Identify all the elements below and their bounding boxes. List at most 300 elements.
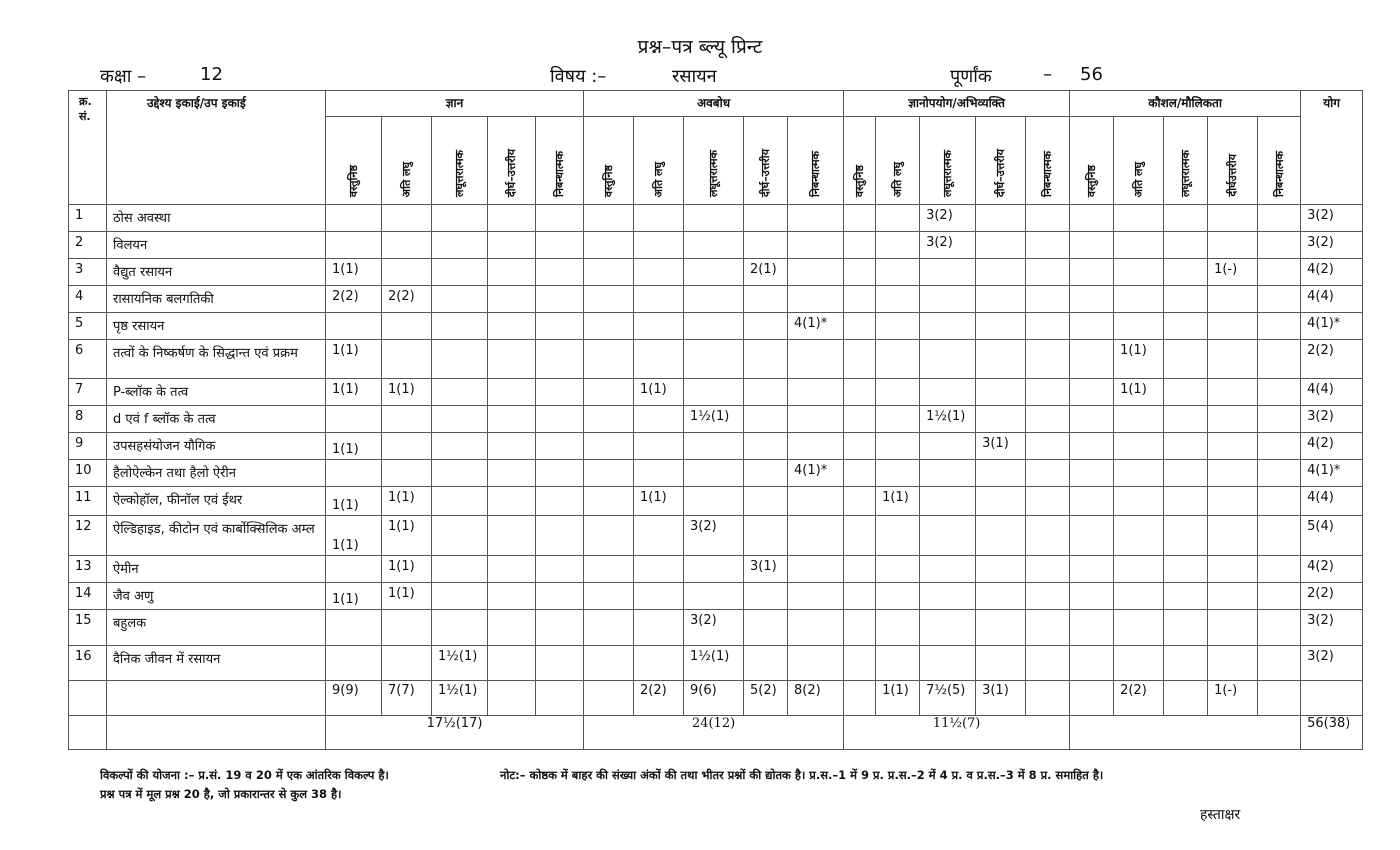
empty-cell <box>69 716 107 750</box>
column-total <box>1070 681 1114 716</box>
value-cell <box>432 556 488 583</box>
value-cell <box>382 433 432 460</box>
row-total: 4(4) <box>1301 379 1363 406</box>
value-cell: 1(1) <box>382 379 432 406</box>
value-cell <box>976 406 1026 433</box>
value-cell <box>876 646 920 681</box>
value-cell: 2(1) <box>744 259 788 286</box>
value-cell <box>788 516 844 556</box>
value-cell <box>432 406 488 433</box>
value-cell <box>876 610 920 646</box>
value-cell <box>326 205 382 232</box>
subcolumn-label: वस्तुनिष्ठ <box>602 164 616 197</box>
subcolumn-header <box>876 117 920 205</box>
value-cell <box>1070 556 1114 583</box>
subcolumn-header <box>788 117 844 205</box>
unit-name: ऐल्डिहाइड, कीटोन एवं कार्बोक्सिलिक अम्ल <box>107 516 326 556</box>
value-cell <box>844 487 876 516</box>
value-cell <box>844 610 876 646</box>
value-cell <box>976 205 1026 232</box>
row-total: 2(2) <box>1301 583 1363 610</box>
value-cell <box>488 205 536 232</box>
row-number: 3 <box>69 259 107 286</box>
group-totals-row <box>69 716 1363 750</box>
group-total <box>1070 716 1301 750</box>
row-number: 12 <box>69 516 107 556</box>
subcolumn-label: लघूत्तरात्मक <box>1179 149 1193 197</box>
value-cell: 1(1) <box>1114 340 1164 379</box>
value-cell <box>876 583 920 610</box>
value-cell <box>432 610 488 646</box>
column-total: 1½(1) <box>432 681 488 716</box>
value-cell <box>744 379 788 406</box>
value-cell <box>1208 583 1258 610</box>
value-cell <box>488 379 536 406</box>
value-cell <box>744 646 788 681</box>
value-cell <box>1114 259 1164 286</box>
value-cell <box>744 460 788 487</box>
table-row <box>69 487 1363 516</box>
value-cell <box>432 205 488 232</box>
value-cell <box>634 205 684 232</box>
row-number: 14 <box>69 583 107 610</box>
row-number: 2 <box>69 232 107 259</box>
value-cell <box>920 556 976 583</box>
questions-note: प्रश्न पत्र में मूल प्रश्न 20 है, जो प्रकारान्तर से कुल 38 है। <box>100 787 342 801</box>
row-number: 9 <box>69 433 107 460</box>
value-cell <box>584 286 634 313</box>
value-cell <box>382 313 432 340</box>
value-cell <box>684 556 744 583</box>
value-cell <box>1164 406 1208 433</box>
value-cell: 1(1) <box>326 433 382 460</box>
value-cell <box>876 259 920 286</box>
group-total: 24(12) <box>584 716 844 750</box>
value-cell <box>788 487 844 516</box>
column-total <box>584 681 634 716</box>
row-number: 15 <box>69 610 107 646</box>
value-cell: 3(2) <box>920 205 976 232</box>
unit-name: रासायनिक बलगतिकी <box>107 286 326 313</box>
value-cell <box>536 205 584 232</box>
row-total: 2(2) <box>1301 340 1363 379</box>
value-cell <box>1208 556 1258 583</box>
value-cell <box>844 259 876 286</box>
subcolumn-header <box>432 117 488 205</box>
value-cell <box>536 259 584 286</box>
row-total: 3(2) <box>1301 232 1363 259</box>
value-cell <box>876 340 920 379</box>
value-cell <box>488 516 536 556</box>
value-cell <box>1026 460 1070 487</box>
value-cell <box>744 340 788 379</box>
subcolumn-label: अति लघु <box>1132 161 1146 197</box>
value-cell <box>1026 286 1070 313</box>
value-cell <box>1070 232 1114 259</box>
value-cell <box>536 433 584 460</box>
subcolumn-label: लघूत्तरात्मक <box>707 149 721 197</box>
value-cell <box>1164 379 1208 406</box>
value-cell <box>684 313 744 340</box>
value-cell <box>432 583 488 610</box>
value-cell <box>536 340 584 379</box>
value-cell <box>488 646 536 681</box>
value-cell <box>1026 487 1070 516</box>
row-total: 3(2) <box>1301 610 1363 646</box>
unit-name: जैव अणु <box>107 583 326 610</box>
value-cell <box>584 379 634 406</box>
value-cell <box>1258 646 1301 681</box>
value-cell <box>1070 313 1114 340</box>
value-cell <box>432 516 488 556</box>
value-cell <box>744 487 788 516</box>
table-row <box>69 379 1363 406</box>
value-cell: 1(1) <box>382 516 432 556</box>
subcolumn-header <box>1258 117 1301 205</box>
table-row <box>69 286 1363 313</box>
value-cell <box>876 313 920 340</box>
column-total: 7(7) <box>382 681 432 716</box>
value-cell: 1(1) <box>326 379 382 406</box>
table-row <box>69 313 1363 340</box>
marks-dash: – <box>1043 64 1052 85</box>
value-cell <box>584 313 634 340</box>
value-cell <box>920 460 976 487</box>
value-cell <box>1208 286 1258 313</box>
unit-name: हैलोऐल्केन तथा हैलो ऐरीन <box>107 460 326 487</box>
value-cell <box>1208 340 1258 379</box>
value-cell <box>1070 610 1114 646</box>
class-label: कक्षा – <box>100 66 147 87</box>
value-cell <box>634 340 684 379</box>
value-cell <box>1208 379 1258 406</box>
value-cell <box>1070 583 1114 610</box>
value-cell <box>1164 460 1208 487</box>
row-number: 7 <box>69 379 107 406</box>
value-cell <box>788 286 844 313</box>
value-cell <box>634 232 684 259</box>
subcolumn-header <box>1208 117 1258 205</box>
value-cell <box>844 646 876 681</box>
value-cell <box>634 313 684 340</box>
value-cell <box>536 583 584 610</box>
value-cell <box>1026 583 1070 610</box>
value-cell <box>1070 406 1114 433</box>
group-header: कौशल/मौलिकता <box>1070 91 1301 117</box>
subcolumn-header <box>1114 117 1164 205</box>
value-cell: 3(1) <box>976 433 1026 460</box>
row-total: 3(2) <box>1301 406 1363 433</box>
value-cell <box>920 286 976 313</box>
value-cell <box>1164 610 1208 646</box>
subcolumn-header <box>488 117 536 205</box>
subcolumn-label: वस्तुनिष्ठ <box>347 164 360 197</box>
value-cell <box>1114 232 1164 259</box>
value-cell <box>432 340 488 379</box>
subcolumn-label: लघूत्तरात्मक <box>453 149 466 197</box>
value-cell <box>488 460 536 487</box>
subcolumn-label: दीर्घ–उत्तरीय <box>759 148 773 197</box>
value-cell: 1(1) <box>326 259 382 286</box>
value-cell <box>488 610 536 646</box>
column-total: 1(1) <box>876 681 920 716</box>
value-cell <box>1070 487 1114 516</box>
value-cell <box>1164 556 1208 583</box>
value-cell <box>1026 232 1070 259</box>
value-cell <box>976 313 1026 340</box>
marks-value: 56 <box>1080 64 1103 85</box>
value-cell <box>1164 232 1208 259</box>
value-cell: 1(1) <box>326 487 382 516</box>
value-cell <box>1164 313 1208 340</box>
value-cell <box>1258 340 1301 379</box>
value-cell <box>844 460 876 487</box>
value-cell <box>684 583 744 610</box>
value-cell <box>536 516 584 556</box>
value-cell <box>382 340 432 379</box>
value-cell <box>684 460 744 487</box>
value-cell <box>536 556 584 583</box>
value-cell <box>536 646 584 681</box>
value-cell <box>1258 313 1301 340</box>
row-number: 13 <box>69 556 107 583</box>
unit-name: ठोस अवस्था <box>107 205 326 232</box>
column-total <box>1026 681 1070 716</box>
value-cell <box>1164 433 1208 460</box>
value-cell <box>920 516 976 556</box>
value-cell <box>1164 205 1208 232</box>
value-cell <box>1026 516 1070 556</box>
table-row <box>69 205 1363 232</box>
value-cell: 1(1) <box>634 379 684 406</box>
subcolumn-label: निबन्धात्मक <box>553 150 567 197</box>
value-cell <box>788 583 844 610</box>
value-cell <box>1258 205 1301 232</box>
value-cell <box>744 286 788 313</box>
value-cell <box>844 516 876 556</box>
value-cell <box>920 340 976 379</box>
value-cell <box>920 583 976 610</box>
subcolumn-label: दीर्घ–उत्तरीय <box>505 148 518 197</box>
value-cell <box>1114 205 1164 232</box>
value-cell <box>634 646 684 681</box>
empty-cell <box>107 716 326 750</box>
subcolumn-header <box>976 117 1026 205</box>
value-cell <box>876 286 920 313</box>
value-cell <box>788 433 844 460</box>
unit-name: P-ब्लॉक के तत्व <box>107 379 326 406</box>
subcolumn-label: दीर्घ–उत्तरीय <box>994 148 1008 197</box>
value-cell <box>1114 610 1164 646</box>
value-cell <box>788 205 844 232</box>
value-cell <box>920 487 976 516</box>
value-cell <box>788 259 844 286</box>
value-cell <box>634 286 684 313</box>
value-cell: 4(1)* <box>788 313 844 340</box>
value-cell <box>1026 313 1070 340</box>
value-cell <box>744 313 788 340</box>
value-cell <box>536 232 584 259</box>
value-cell <box>634 259 684 286</box>
value-cell <box>488 556 536 583</box>
value-cell <box>1258 286 1301 313</box>
value-cell: 1½(1) <box>920 406 976 433</box>
value-cell <box>684 259 744 286</box>
value-cell: 3(2) <box>684 516 744 556</box>
value-cell <box>844 379 876 406</box>
subcolumn-header <box>684 117 744 205</box>
value-cell <box>1070 205 1114 232</box>
value-cell <box>1114 286 1164 313</box>
sno-header: क्र. सं. <box>69 91 107 205</box>
column-total: 2(2) <box>634 681 684 716</box>
value-cell: 1(1) <box>326 340 382 379</box>
blueprint-table <box>68 90 1363 750</box>
value-cell <box>920 646 976 681</box>
value-cell <box>876 205 920 232</box>
table-row <box>69 646 1363 681</box>
value-cell <box>1258 556 1301 583</box>
value-cell: 3(2) <box>920 232 976 259</box>
value-cell <box>920 433 976 460</box>
value-cell <box>876 516 920 556</box>
column-totals-row <box>69 681 1363 716</box>
column-total: 9(6) <box>684 681 744 716</box>
value-cell <box>744 232 788 259</box>
value-cell: 1(1) <box>382 583 432 610</box>
value-cell <box>684 433 744 460</box>
row-number: 11 <box>69 487 107 516</box>
value-cell <box>1258 379 1301 406</box>
value-cell <box>584 433 634 460</box>
table-row <box>69 610 1363 646</box>
table-row <box>69 460 1363 487</box>
value-cell <box>382 406 432 433</box>
row-total: 3(2) <box>1301 205 1363 232</box>
value-cell <box>920 259 976 286</box>
subcolumn-label: दीर्घउत्तरीय <box>1226 154 1240 197</box>
subcolumn-header <box>1164 117 1208 205</box>
value-cell <box>684 205 744 232</box>
value-cell <box>976 487 1026 516</box>
value-cell <box>844 313 876 340</box>
page-title: प्रश्न–पत्र ब्ल्यू प्रिन्ट <box>637 36 763 58</box>
column-total: 9(9) <box>326 681 382 716</box>
value-cell <box>1026 610 1070 646</box>
value-cell <box>1164 286 1208 313</box>
value-cell <box>1114 646 1164 681</box>
subcolumn-header <box>1070 117 1114 205</box>
value-cell <box>976 583 1026 610</box>
subject-value: रसायन <box>672 66 717 87</box>
signature-label: हस्ताक्षर <box>1200 807 1241 823</box>
total-header: योग <box>1301 91 1363 205</box>
value-cell: 3(2) <box>684 610 744 646</box>
value-cell <box>536 460 584 487</box>
options-note: विकल्पों की योजना :– प्र.सं. 19 व 20 में एक आंतरिक विकल्प है। <box>100 768 389 782</box>
value-cell <box>1208 646 1258 681</box>
value-cell <box>1026 433 1070 460</box>
column-total <box>1164 681 1208 716</box>
value-cell <box>684 379 744 406</box>
value-cell <box>584 340 634 379</box>
column-total: 5(2) <box>744 681 788 716</box>
unit-name: ऐल्कोहॉल, फीनॉल एवं ईथर <box>107 487 326 516</box>
group-header: ज्ञान <box>326 91 584 117</box>
subcolumn-label: निबन्धात्मक <box>1041 150 1055 197</box>
table-row <box>69 232 1363 259</box>
value-cell <box>382 610 432 646</box>
value-cell <box>1258 259 1301 286</box>
column-total: 7½(5) <box>920 681 976 716</box>
value-cell <box>1164 259 1208 286</box>
value-cell <box>1164 646 1208 681</box>
subcolumn-label: निबन्धात्मक <box>809 150 823 197</box>
value-cell: 1(1) <box>1114 379 1164 406</box>
value-cell <box>788 406 844 433</box>
value-cell <box>1258 487 1301 516</box>
row-number: 16 <box>69 646 107 681</box>
column-total: 8(2) <box>788 681 844 716</box>
value-cell <box>876 406 920 433</box>
column-total <box>844 681 876 716</box>
unit-name: बहुलक <box>107 610 326 646</box>
value-cell <box>1070 340 1114 379</box>
value-cell <box>382 646 432 681</box>
value-cell <box>1026 646 1070 681</box>
value-cell: 1½(1) <box>432 646 488 681</box>
value-cell <box>684 232 744 259</box>
unit-name: तत्वों के निष्कर्षण के सिद्धान्त एवं प्रक्रम <box>107 340 326 379</box>
grand-total: 56(38) <box>1301 716 1363 750</box>
table-row <box>69 556 1363 583</box>
value-cell <box>536 487 584 516</box>
value-cell <box>1070 646 1114 681</box>
value-cell <box>634 583 684 610</box>
value-cell <box>1208 313 1258 340</box>
value-cell <box>634 556 684 583</box>
value-cell <box>1026 406 1070 433</box>
group-total: 11½(7) <box>844 716 1070 750</box>
value-cell <box>876 460 920 487</box>
row-total: 4(1)* <box>1301 460 1363 487</box>
value-cell <box>744 516 788 556</box>
value-cell <box>584 516 634 556</box>
unit-name: d एवं f ब्लॉक के तत्व <box>107 406 326 433</box>
value-cell <box>584 646 634 681</box>
value-cell <box>976 556 1026 583</box>
value-cell <box>1258 433 1301 460</box>
value-cell <box>920 379 976 406</box>
value-cell <box>634 433 684 460</box>
value-cell <box>744 610 788 646</box>
table-row <box>69 406 1363 433</box>
value-cell <box>844 583 876 610</box>
unit-name: दैनिक जीवन में रसायन <box>107 646 326 681</box>
value-cell <box>536 406 584 433</box>
value-cell <box>1070 379 1114 406</box>
value-cell <box>1258 516 1301 556</box>
value-cell <box>1026 340 1070 379</box>
value-cell <box>1114 313 1164 340</box>
value-cell <box>584 259 634 286</box>
unit-name: उपसहसंयोजन यौगिक <box>107 433 326 460</box>
value-cell <box>876 379 920 406</box>
value-cell <box>684 286 744 313</box>
value-cell <box>584 610 634 646</box>
value-cell <box>976 286 1026 313</box>
value-cell <box>976 340 1026 379</box>
